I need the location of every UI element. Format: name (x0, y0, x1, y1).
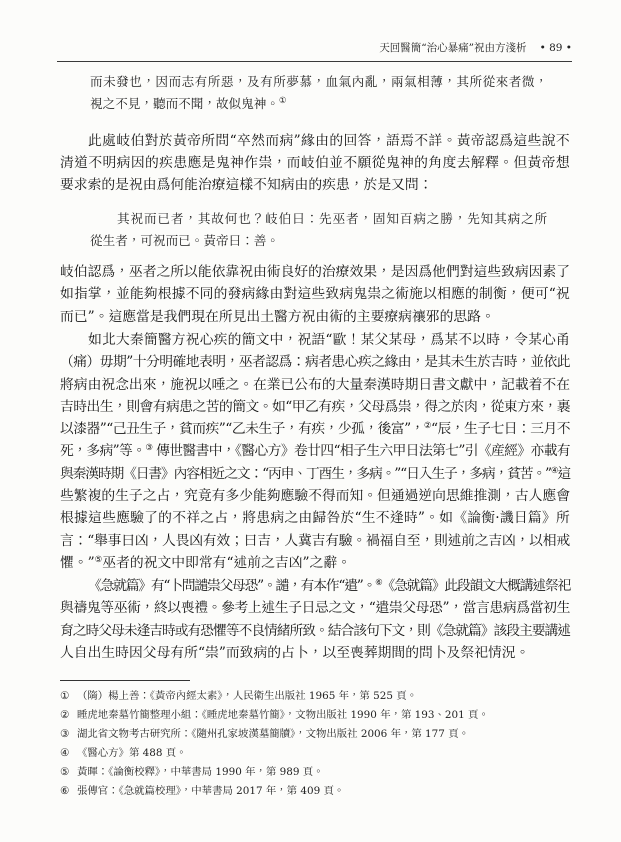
quote-line-text: 視之不見，聽而不聞，故似鬼神。 (90, 96, 279, 111)
line-text: “辰，生子七日：三月不 (430, 421, 570, 438)
paragraph-line (60, 440, 570, 462)
block-quote-1 (90, 71, 548, 115)
paragraph-line: 將病由祝念出來，施祝以唾之。在業已公布的大量秦漢時期日書文獻中，記載着不在 (60, 376, 571, 393)
footnote-marker: ⑤ (94, 554, 103, 565)
footnote-marker: ① (278, 96, 287, 106)
paragraph-1 (60, 130, 570, 197)
paragraph-line: 育之時父母未逢吉時或有恐懼等不良情緒所致。結合該句下文，則《急就篇》該段主要講述 (60, 622, 570, 639)
line-text: 傳世醫書中，《醫心方》卷廿四“相子生六甲日法第七”引《産經》亦載有 (152, 443, 571, 460)
footnote-marker: ③ (145, 443, 153, 454)
footnote-text: 湖北省文物考古研究所：《隨州孔家坡漢墓簡牘》，文物出版社 2006 年，第 177 頁。 (77, 728, 469, 740)
paragraph-line (60, 575, 570, 597)
paragraph-line: 根據這些應驗了的不祥之占，將患病之由歸咎於“生不逢時”。如《論衡·譏日篇》所 (60, 510, 571, 527)
line-text: 與秦漢時期《日書》內容相近之文：“丙申、丁酉生，多病。”“日入生子，多病，貧苦。” (60, 465, 551, 482)
paragraph-2 (60, 261, 570, 328)
footnote-text: 睡虎地秦墓竹簡整理小組：《睡虎地秦墓竹簡》，文物出版社 1990 年，第 193、201 頁。 (77, 709, 489, 721)
footnote-number: ⑤ (60, 766, 70, 778)
line-text: 以漆器”“己丑生子，貧而疾”“乙未生子，有疾，少孤，後富”， (60, 421, 424, 438)
footnotes (60, 687, 570, 801)
footnote-number: ⑥ (60, 785, 70, 797)
page-number: • 89 • (539, 42, 572, 54)
footnote (60, 744, 570, 763)
footnote (60, 763, 570, 782)
line-text: 死，多病”等。 (60, 443, 146, 460)
footnote-marker: ⑥ (375, 578, 382, 588)
line-text: 《急就篇》有“卜問譴祟父母恐”。譴，有本作“遣”。 (88, 578, 376, 594)
quote-line: 其祝而已者，其故何也？岐伯曰：先巫者，固知百病之勝，先知其病之所 (117, 211, 548, 226)
quote-line: 從生者，可祝而已。黃帝曰：善。 (90, 233, 279, 248)
paragraph-line (60, 418, 570, 440)
footnote (60, 687, 570, 706)
paragraph-line: 清道不明病因的疾患應是鬼神作祟，而岐伯並不願從鬼神的角度去解釋。但黃帝想 (60, 155, 571, 172)
footnote-text: 《醫心方》第 488 頁。 (77, 747, 187, 759)
paragraph-line: 言：“舉事曰凶，人畏凶有效；曰吉，人冀吉有驗。禍福自至，則述前之吉凶，以相戒 (60, 532, 570, 549)
paragraph-line: 如指掌，並能夠根據不同的發病緣由對這些致病鬼祟之術施以相應的制衡，便可“祝 (60, 286, 570, 303)
paragraph-3 (60, 329, 570, 574)
footnote (60, 725, 570, 744)
footnote-marker: ④ (550, 465, 558, 476)
paragraph-line: 要求索的是祝由爲何能治療這樣不知病由的疾患，於是又問： (60, 177, 433, 194)
footnote-number: ④ (60, 747, 70, 759)
quote-line (90, 93, 548, 115)
line-text: 這 (557, 465, 570, 482)
paragraph-line: 人自出生時因父母有所“祟”而致病的占卜，以至喪葬期間的問卜及祭祀情況。 (60, 644, 530, 661)
line-text: 懼。” (60, 554, 95, 571)
paragraph-line: 而已”。這應當是我們現在所見出土醫方祝由術的主要療病禳邪的思路。 (60, 308, 495, 325)
footnote-text: 張傳官：《急就篇校理》，中華書局 2017 年，第 409 頁。 (77, 785, 345, 797)
header-title: 天回醫簡“治心暴痛”祝由方淺析 (379, 42, 527, 54)
block-quote-2 (90, 208, 548, 252)
paragraph-line: 此處岐伯對於黃帝所問“卒然而病”緣由的回答，語焉不詳。黃帝認爲這些說不 (88, 133, 571, 149)
footnote-text: 黃暉：《論衡校釋》，中華書局 1990 年，第 989 頁。 (77, 766, 324, 778)
paragraph-line: 如北大秦簡醫方祝心疾的簡文中，祝語“歐！某父某母，爲某不以時，令某心甬 (88, 332, 570, 348)
paragraph-line (60, 552, 570, 574)
footnote (60, 706, 570, 725)
footnote (60, 782, 570, 801)
footnote-separator (60, 680, 190, 681)
line-text: 《急就篇》此段韻文大概講述祭祀 (381, 578, 571, 594)
paragraph-line (60, 463, 570, 485)
paragraph-line: 吉時出生，則會有病患之苦的簡文。如“甲乙有疾，父母爲祟，得之於肉，從東方來，裹 (60, 398, 570, 415)
footnote-number: ② (60, 709, 70, 721)
running-header (57, 38, 572, 62)
footnote-number: ① (60, 690, 70, 702)
paragraph-line: 與禱鬼等巫術，終以喪禮。參考上述生子日忌之文，“遣祟父母恐”，當言患病爲當初生 (60, 600, 571, 617)
footnote-marker: ② (423, 421, 431, 432)
footnote-number: ③ (60, 728, 70, 740)
paragraph-line: 些繁複的生子之占，究竟有多少能夠應驗不得而知。但通過逆向思維推測，古人應會 (60, 488, 571, 505)
paragraph-4 (60, 575, 570, 664)
paragraph-line: （痛）毋期”十分明確地表明，巫者認爲：病者患心疾之緣由，是其未生於吉時，並依此 (60, 354, 570, 371)
paragraph-line: 岐伯認爲，巫者之所以能依靠祝由術良好的治療效果，是因爲他們對這些致病因素了 (60, 264, 571, 280)
line-text: 巫者的祝文中即常有“述前之吉凶”之辭。 (102, 554, 351, 571)
quote-line: 而未發也，因而志有所惡，及有所夢慕，血氣內亂，兩氣相薄，其所從來者微， (90, 74, 549, 89)
footnote-text: （隋）楊上善：《黃帝內經太素》，人民衛生出版社 1965 年，第 525 頁。 (77, 690, 418, 702)
